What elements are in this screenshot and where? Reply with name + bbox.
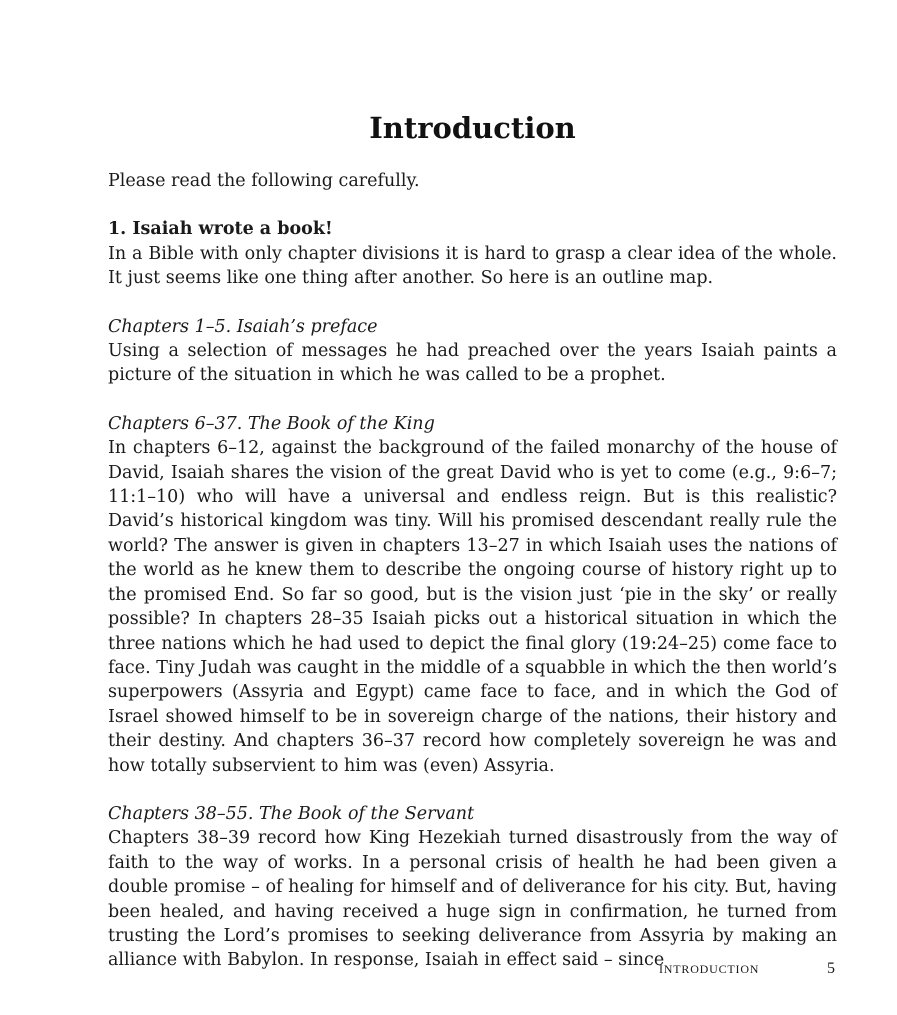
part-heading: Chapters 38–55. The Book of the Servant (108, 803, 475, 824)
intro-paragraph: Please read the following carefully. (108, 171, 420, 191)
part-paragraph: Chapters 38–39 record how King Hezekiah turned disastrously from the way of faith to the way of works. In a personal crisis of health he had been given a double promise – of healing for himself and of deliverance for his city. But, having been healed, and having received a huge sign in confirmation, he turned from trusting the Lord’s promises to seeking deliverance from Assyria by making an alliance with Babylon. In response, Isaiah in effect said – since (108, 828, 837, 971)
section-heading: 1. Isaiah wrote a book! (108, 219, 333, 240)
part-paragraph: Using a selection of messages he had preached over the years Isaiah paints a picture of the situation in which he was called to be a prophet. (108, 341, 837, 386)
page-footer (0, 962, 897, 982)
page-number: 5 (827, 960, 835, 977)
part-paragraph: In chapters 6–12, against the background of the failed monarchy of the house of David, Isaiah shares the vision of the great David who is yet to come (e.g., 9:6–7; 11:1–10) who will have a universal and endless reign. But is this realistic? David’s historical kingdom was tiny. Will his promised descendant really rule the world? The answer is given in chapters 13–27 in which Isaiah uses the nations of the world as he knew them to describe the ongoing course of history right up to the promised End. So far so good, but is the vision just ‘pie in the sky’ or really possible? In chapters 28–35 Isaiah picks out a historical situation in which the three nations which he had used to depict the final glory (19:24–25) come face to face. Tiny Judah was caught in the middle of a squabble in which the then world’s superpowers (Assyria and Egypt) came face to face, and in which the God of Israel showed himself to be in sovereign charge of the nations, their history and their destiny. And chapters 36–37 record how completely sovereign he was and how totally subservient to him was (even) Assyria. (108, 438, 837, 776)
running-head: INTRODUCTION (659, 962, 760, 976)
section-paragraph: In a Bible with only chapter divisions it is hard to grasp a clear idea of the whole. It just seems like one thing after another. So here is an outline map. (108, 243, 837, 289)
part-book-of-the-king (108, 412, 837, 778)
page-body (108, 108, 837, 973)
part-preface (108, 315, 837, 388)
part-heading: Chapters 1–5. Isaiah’s preface (108, 316, 378, 337)
part-heading: Chapters 6–37. The Book of the King (108, 413, 435, 434)
page-title: Introduction (369, 111, 576, 145)
section-1 (108, 217, 837, 290)
part-book-of-the-servant (108, 802, 837, 973)
